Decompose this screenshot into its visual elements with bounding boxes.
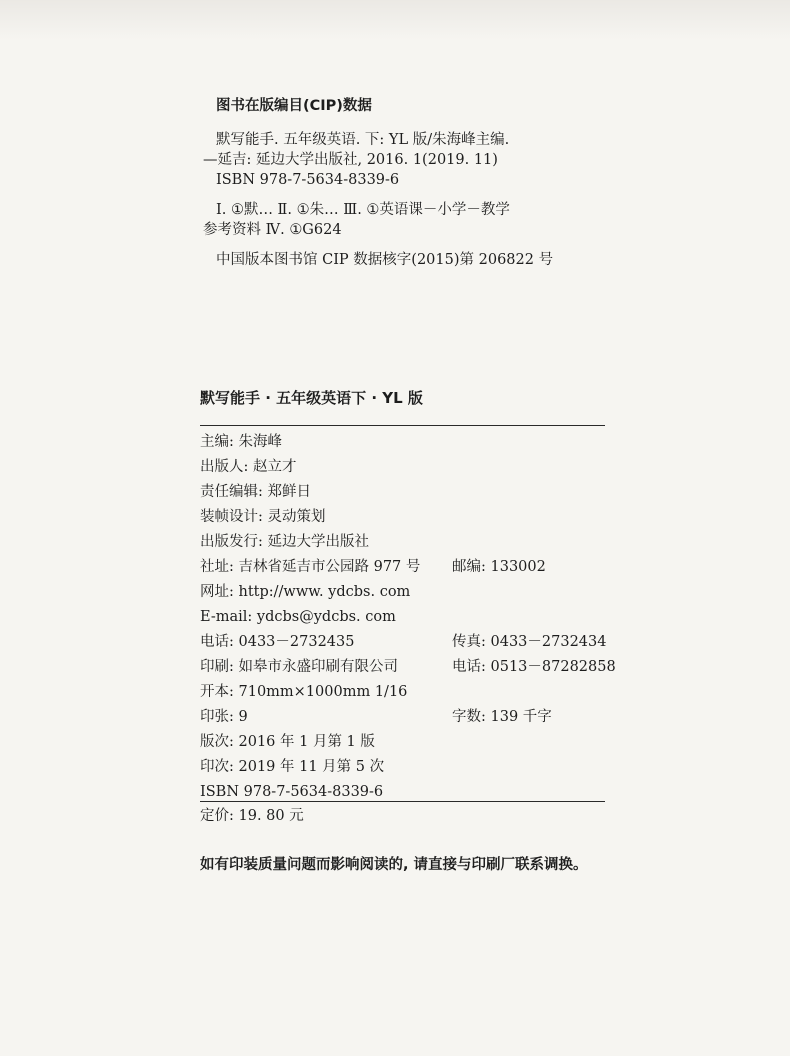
cip-publisher-line: —延吉: 延边大学出版社, 2016. 1(2019. 11)	[203, 152, 498, 168]
printer-phone-line: 电话: 0513－87282858	[452, 659, 616, 675]
design-line: 装帧设计: 灵动策划	[200, 509, 326, 525]
quality-notice: 如有印装质量问题而影响阅读的, 请直接与印刷厂联系调换。	[200, 857, 588, 873]
price-rule	[200, 801, 605, 802]
word-count-line: 字数: 139 千字	[452, 709, 552, 725]
cip-classification: Ⅰ. ①默… Ⅱ. ①朱… Ⅲ. ①英语课－小学－教学	[216, 202, 510, 218]
editor-line: 主编: 朱海峰	[200, 434, 282, 450]
edition-line: 版次: 2016 年 1 月第 1 版	[200, 734, 375, 750]
book-title: 默写能手 · 五年级英语下 · YL 版	[200, 389, 423, 407]
distribution-line: 出版发行: 延边大学出版社	[200, 534, 369, 550]
title-rule	[200, 425, 605, 426]
sheets-line: 印张: 9	[200, 709, 248, 725]
cip-isbn: ISBN 978-7-5634-8339-6	[216, 172, 400, 188]
price-line: 定价: 19. 80 元	[200, 808, 304, 824]
cip-classification-cont: 参考资料 Ⅳ. ①G624	[203, 222, 342, 238]
fax-line: 传真: 0433－2732434	[452, 634, 607, 650]
cip-title-line: 默写能手. 五年级英语. 下: YL 版/朱海峰主编.	[216, 132, 510, 148]
colophon-isbn: ISBN 978-7-5634-8339-6	[200, 784, 384, 800]
postcode-line: 邮编: 133002	[452, 559, 546, 575]
printer-line: 印刷: 如皋市永盛印刷有限公司	[200, 659, 398, 675]
cip-number: 中国版本图书馆 CIP 数据核字(2015)第 206822 号	[216, 252, 554, 268]
top-edge-shadow	[0, 0, 790, 40]
responsible-editor-line: 责任编辑: 郑鲜日	[200, 484, 311, 500]
format-line: 开本: 710mm×1000mm 1/16	[200, 684, 408, 700]
website-line: 网址: http://www. ydcbs. com	[200, 584, 411, 600]
publisher-person-line: 出版人: 赵立才	[200, 459, 297, 475]
phone-line: 电话: 0433－2732435	[200, 634, 355, 650]
email-line: E-mail: ydcbs@ydcbs. com	[200, 609, 396, 625]
printing-line: 印次: 2019 年 11 月第 5 次	[200, 759, 385, 775]
address-line: 社址: 吉林省延吉市公园路 977 号	[200, 559, 421, 575]
cip-heading: 图书在版编目(CIP)数据	[216, 98, 372, 114]
